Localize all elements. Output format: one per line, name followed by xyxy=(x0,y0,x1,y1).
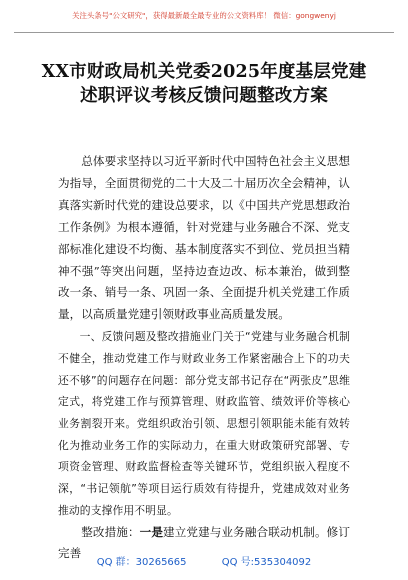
footer-qq-group: QQ 群：30265665 xyxy=(96,557,187,568)
paragraph-feedback-issue: 一、反馈问题及整改措施业门关于“党建与业务融合机制不健全，推动党建工作与财政业务工作紧密融合上下的功夫还不够”的问题存在问题：部分党支部书记存在“两张皮”思维定式，将党建工作与预算管理、财政监管、绩效评价等核心业务割裂开来。党组织政治引领、思想引领职能未能有效转化为推动业务工作的实际动力，在重大财政策研究部署、专项资金管理、财政监督检查等关键环节，党组织嵌入程度不深，“书记领航”等项目运行质效有待提升，党建成效对业务推动的支撑作用不明显。 xyxy=(58,330,350,517)
measures-lead: 整改措施： xyxy=(81,524,140,539)
measures-item-first: 一是 xyxy=(139,524,164,539)
header-notice: 关注头条号"公文研究"，获得最新最全最专业的公文资料库！ 微信：gongwenyj xyxy=(14,10,394,33)
measures-text: 建立党建与业务融合联动机制。修订完善 xyxy=(58,524,350,561)
document-title xyxy=(20,60,388,108)
footer-qq-number: QQ 号:535304092 xyxy=(221,557,312,568)
footer-contact xyxy=(0,553,408,568)
document-body xyxy=(58,151,350,565)
paragraph-general-requirements: 总体要求坚持以习近平新时代中国特色社会主义思想为指导，全面贯彻党的二十大及二十届历次全会精神，认真落实新时代党的建设总要求，以《中国共产党思想政治工作条例》为根本遵循，针对党建与业务融合不深、党支部标准化建设不均衡、基本制度落实不到位、党员担当精神不强”等突出问题，坚持边查边改、标本兼治，做到整改一条、销号一条、巩固一条、全面提升机关党建工作质量，以高质量党建引领财政事业高质量发展。 xyxy=(58,154,350,322)
title-line-2: 述职评议考核反馈问题整改方案 xyxy=(80,86,328,106)
title-line-1: XX市财政局机关党委2025年度基层党建 xyxy=(41,62,367,82)
